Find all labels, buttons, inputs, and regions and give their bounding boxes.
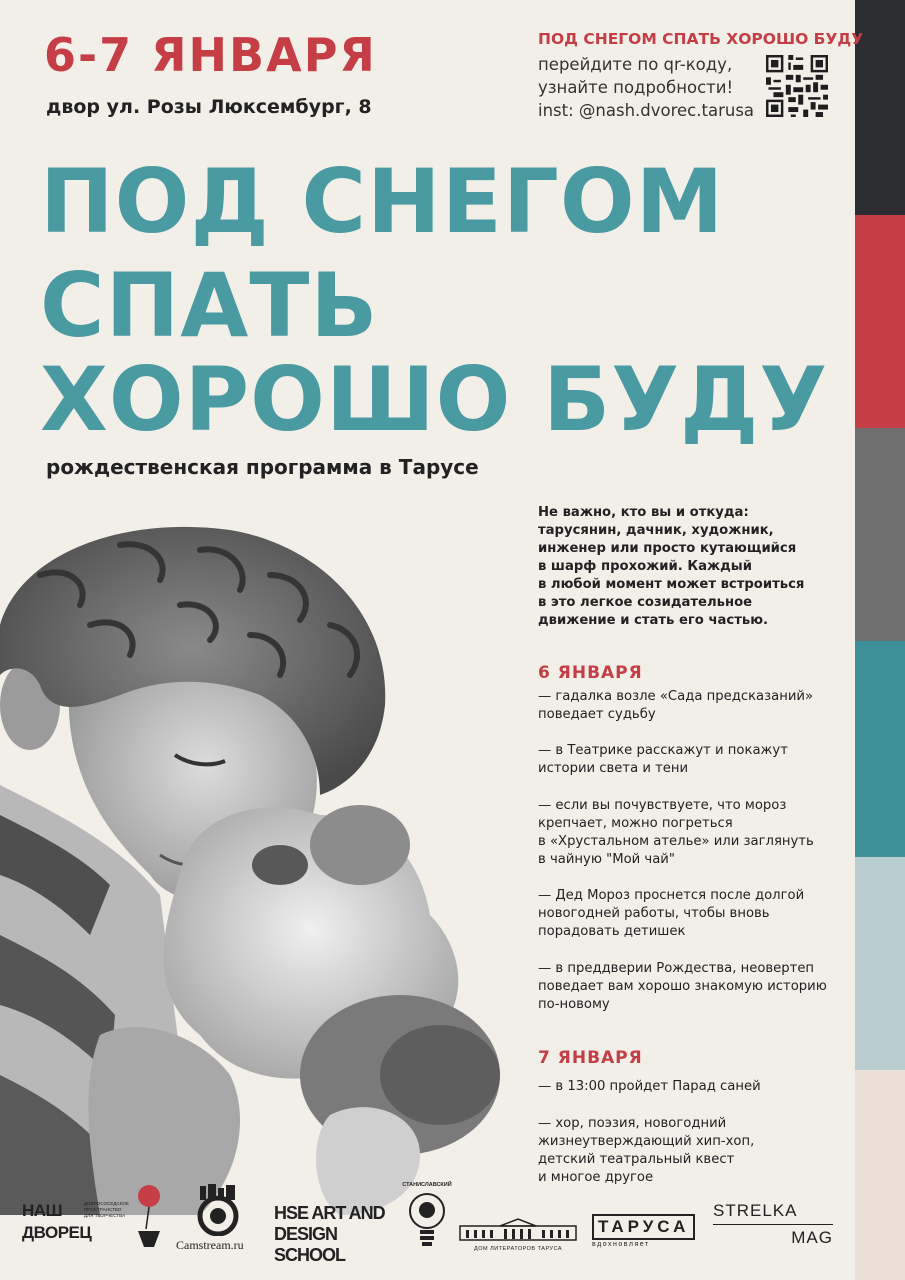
building-icon — [458, 1218, 578, 1242]
color-strip-gray — [855, 428, 905, 641]
intro-line: в любой момент может встроиться — [538, 577, 805, 592]
lightbulb-icon — [408, 1192, 446, 1250]
balloon-icon — [132, 1185, 166, 1250]
intro-line: в это легкое созидательное — [538, 595, 753, 610]
title-line-3: ХОРОШО БУДУ — [40, 348, 829, 451]
item-line: — в преддверии Рождества, неовертеп — [538, 961, 815, 976]
item-line: — гадалка возле «Сада предсказаний» — [538, 689, 814, 704]
intro-line: Не важно, кто вы и откуда: — [538, 505, 749, 520]
item-line: в чайную "Мой чай" — [538, 852, 675, 867]
item-line: порадовать детишек — [538, 924, 686, 939]
item-line: крепчает, можно погреться — [538, 816, 733, 831]
intro-text — [538, 504, 838, 630]
day1-item — [538, 887, 843, 941]
item-line: поведает судьбу — [538, 707, 656, 722]
promo-title: ПОД СНЕГОМ СПАТЬ ХОРОШО БУДУ — [538, 30, 864, 48]
hse-line-2: DESIGN SCHOOL — [274, 1224, 346, 1265]
intro-line: в шарф прохожий. Каждый — [538, 559, 752, 574]
strelka-name: STRELKA — [713, 1201, 798, 1220]
qr-code-icon[interactable] — [766, 55, 828, 117]
intro-line: инженер или просто кутающийся — [538, 541, 797, 556]
title-line-2: СПАТЬ — [40, 254, 379, 357]
nash-dvorec-name: НАШ ДВОРЕЦ — [22, 1201, 92, 1242]
camstream-name: Camstream.ru — [176, 1238, 244, 1252]
promo-line-1: перейдите по qr-коду, — [538, 55, 733, 74]
camstream-logo — [176, 1184, 260, 1254]
nash-dvorec-logo — [22, 1196, 132, 1254]
strelka-mag: MAG — [791, 1228, 833, 1247]
item-line: истории света и тени — [538, 761, 689, 776]
instagram-handle[interactable]: inst: @nash.dvorec.tarusa — [538, 101, 755, 120]
day1-item — [538, 797, 843, 869]
intro-line: тарусянин, дачник, художник, — [538, 523, 774, 538]
hse-logo — [274, 1203, 399, 1265]
item-line: новогодней работы, чтобы вновь — [538, 906, 770, 921]
child-with-teddy-bear-photo — [0, 515, 520, 1215]
title-line-1: ПОД СНЕГОМ — [40, 150, 725, 253]
color-strip-light-blue — [855, 857, 905, 1070]
day2-item — [538, 1115, 843, 1187]
event-dates: 6-7 ЯНВАРЯ — [44, 28, 377, 82]
item-line: по-новому — [538, 997, 610, 1012]
day1-item — [538, 742, 843, 778]
item-line: поведает вам хорошо знакомую историю — [538, 979, 827, 994]
day2-heading: 7 ЯНВАРЯ — [538, 1048, 643, 1068]
color-strip-teal — [855, 641, 905, 857]
tarusa-logo — [592, 1214, 698, 1254]
item-line: — Дед Мороз проснется после долгой — [538, 888, 805, 903]
stanislavsky-logo — [402, 1180, 452, 1252]
event-address: двор ул. Розы Люксембург, 8 — [46, 96, 372, 118]
hse-line-1: HSE ART AND — [274, 1203, 385, 1223]
nash-dvorec-tagline: ДОБРОСОСЕДСКОЕ ПРОСТРАНСТВО ДЛЯ ТВОРЧЕСТВА — [84, 1201, 130, 1218]
strelka-divider — [713, 1224, 833, 1225]
tarusa-name: ТАРУСА — [592, 1214, 695, 1240]
item-line: — хор, поэзия, новогодний — [538, 1116, 727, 1131]
item-line: детский театральный квест — [538, 1152, 735, 1167]
day1-item — [538, 960, 843, 1014]
day1-item — [538, 688, 843, 724]
camera-lens-icon — [196, 1184, 240, 1236]
color-strip-red — [855, 215, 905, 428]
day2-item — [538, 1078, 843, 1096]
subtitle: рождественская программа в Тарусе — [46, 455, 479, 479]
stanislavsky-name: СТАНИСЛАВСКИЙ — [402, 1182, 452, 1188]
tarusa-tagline: вдохновляет — [592, 1241, 650, 1248]
item-line: жизнеутверждающий хип-хоп, — [538, 1134, 755, 1149]
intro-line: движение и стать его частью. — [538, 613, 769, 628]
item-line: — если вы почувствуете, что мороз — [538, 798, 787, 813]
color-strip-beige — [855, 1070, 905, 1280]
item-line: — в Театрике расскажут и покажут — [538, 743, 788, 758]
promo-line-2: узнайте подробности! — [538, 78, 734, 97]
item-line: в «Хрустальном ателье» или заглянуть — [538, 834, 814, 849]
item-line: и многое другое — [538, 1170, 654, 1185]
day1-heading: 6 ЯНВАРЯ — [538, 663, 643, 683]
strelka-mag-logo — [713, 1200, 835, 1256]
dom-literatorov-logo — [458, 1218, 580, 1252]
item-line: — в 13:00 пройдет Парад саней — [538, 1079, 761, 1094]
dom-literatorov-name: ДОМ ЛИТЕРАТОРОВ ТАРУСА — [473, 1246, 563, 1252]
